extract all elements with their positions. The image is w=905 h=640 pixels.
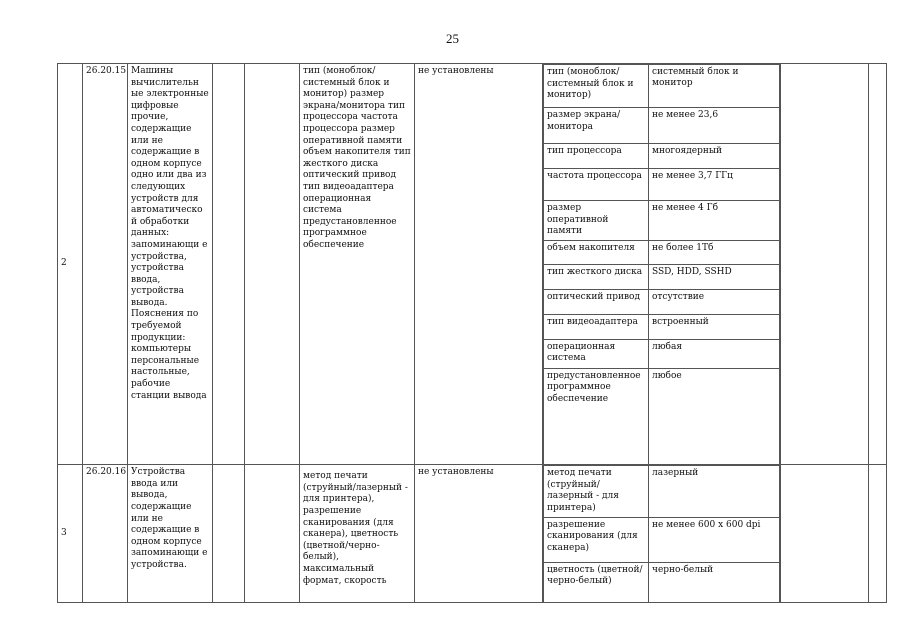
spec-row	[544, 466, 780, 517]
spec-value: любое	[649, 368, 780, 464]
empty-cell	[869, 465, 887, 603]
spec-name: цветность (цветной/черно-белый)	[544, 562, 649, 602]
table-row	[58, 64, 887, 465]
spec-row	[544, 108, 780, 144]
spec-table	[543, 465, 780, 602]
empty-cell	[869, 64, 887, 465]
spec-name: оптический привод	[544, 289, 649, 314]
spec-name: частота процессора	[544, 169, 649, 201]
limit-value: не установлены	[415, 465, 543, 603]
spec-value: SSD, HDD, SSHD	[649, 264, 780, 289]
spec-row	[544, 339, 780, 368]
empty-cell	[213, 64, 245, 465]
spec-name: операционная система	[544, 339, 649, 368]
spec-name: тип видеоадаптера	[544, 314, 649, 339]
spec-name: размер экрана/монитора	[544, 108, 649, 144]
spec-row	[544, 517, 780, 562]
spec-cell	[543, 64, 781, 465]
characteristics-list: тип (моноблок/системный блок и монитор) размер экрана/монитора тип процессора частота процессора размер оперативной памяти объем накопителя тип жесткого диска оптический привод тип видеоадаптера операционная система предустановленное программное обеспечение	[300, 64, 415, 465]
page-number: 25	[446, 31, 459, 46]
empty-cell	[245, 64, 300, 465]
requirements-table	[57, 63, 887, 603]
spec-name: тип (моноблок/системный блок и монитор)	[544, 65, 649, 108]
empty-cell	[213, 465, 245, 603]
limit-value: не установлены	[415, 64, 543, 465]
spec-value: любая	[649, 339, 780, 368]
spec-value: системный блок и монитор	[649, 65, 780, 108]
table-row	[58, 465, 887, 603]
spec-value: многоядерный	[649, 144, 780, 169]
spec-row	[544, 201, 780, 241]
characteristics-list: метод печати (струйный/лазерный - для принтера), разрешение сканирования (для сканера), цветность (цветной/черно-белый), максимальный формат, скорость	[300, 465, 415, 603]
spec-row	[544, 169, 780, 201]
empty-cell	[781, 465, 869, 603]
okpd-code: 26.20.16	[83, 465, 128, 603]
spec-value: не менее 600 х 600 dpi	[649, 517, 780, 562]
spec-name: метод печати (струйный/лазерный - для принтера)	[544, 466, 649, 517]
spec-table	[543, 64, 780, 464]
spec-name: объем накопителя	[544, 240, 649, 264]
spec-row	[544, 144, 780, 169]
spec-row	[544, 368, 780, 464]
empty-cell	[245, 465, 300, 603]
row-index: 3	[58, 465, 83, 603]
spec-cell	[543, 465, 781, 603]
product-name: Машины вычислительн ые электронные цифровые прочие, содержащие или не содержащие в одном корпусе одно или два из следующих устройств для автоматическо й обработки данных: запоминающи е устройства, устройства ввода, устройства вывода. Пояснения по требуемой продукции: компьютеры персональные настольные, рабочие станции вывода	[128, 64, 213, 465]
spec-value: не менее 3,7 ГГц	[649, 169, 780, 201]
spec-row	[544, 240, 780, 264]
product-name: Устройства ввода или вывода, содержащие или не содержащие в одном корпусе запоминающи е устройства.	[128, 465, 213, 603]
spec-value: встроенный	[649, 314, 780, 339]
spec-row	[544, 264, 780, 289]
spec-value: не более 1Тб	[649, 240, 780, 264]
spec-name: разрешение сканирования (для сканера)	[544, 517, 649, 562]
spec-row	[544, 562, 780, 602]
spec-row	[544, 65, 780, 108]
spec-row	[544, 314, 780, 339]
spec-name: тип процессора	[544, 144, 649, 169]
spec-value: не менее 4 Гб	[649, 201, 780, 241]
spec-name: тип жесткого диска	[544, 264, 649, 289]
okpd-code: 26.20.15	[83, 64, 128, 465]
empty-cell	[781, 64, 869, 465]
spec-row	[544, 289, 780, 314]
spec-name: размер оперативной памяти	[544, 201, 649, 241]
spec-name: предустановленное программное обеспечение	[544, 368, 649, 464]
row-index: 2	[58, 64, 83, 465]
spec-value: не менее 23,6	[649, 108, 780, 144]
spec-value: лазерный	[649, 466, 780, 517]
spec-value: черно-белый	[649, 562, 780, 602]
spec-value: отсутствие	[649, 289, 780, 314]
